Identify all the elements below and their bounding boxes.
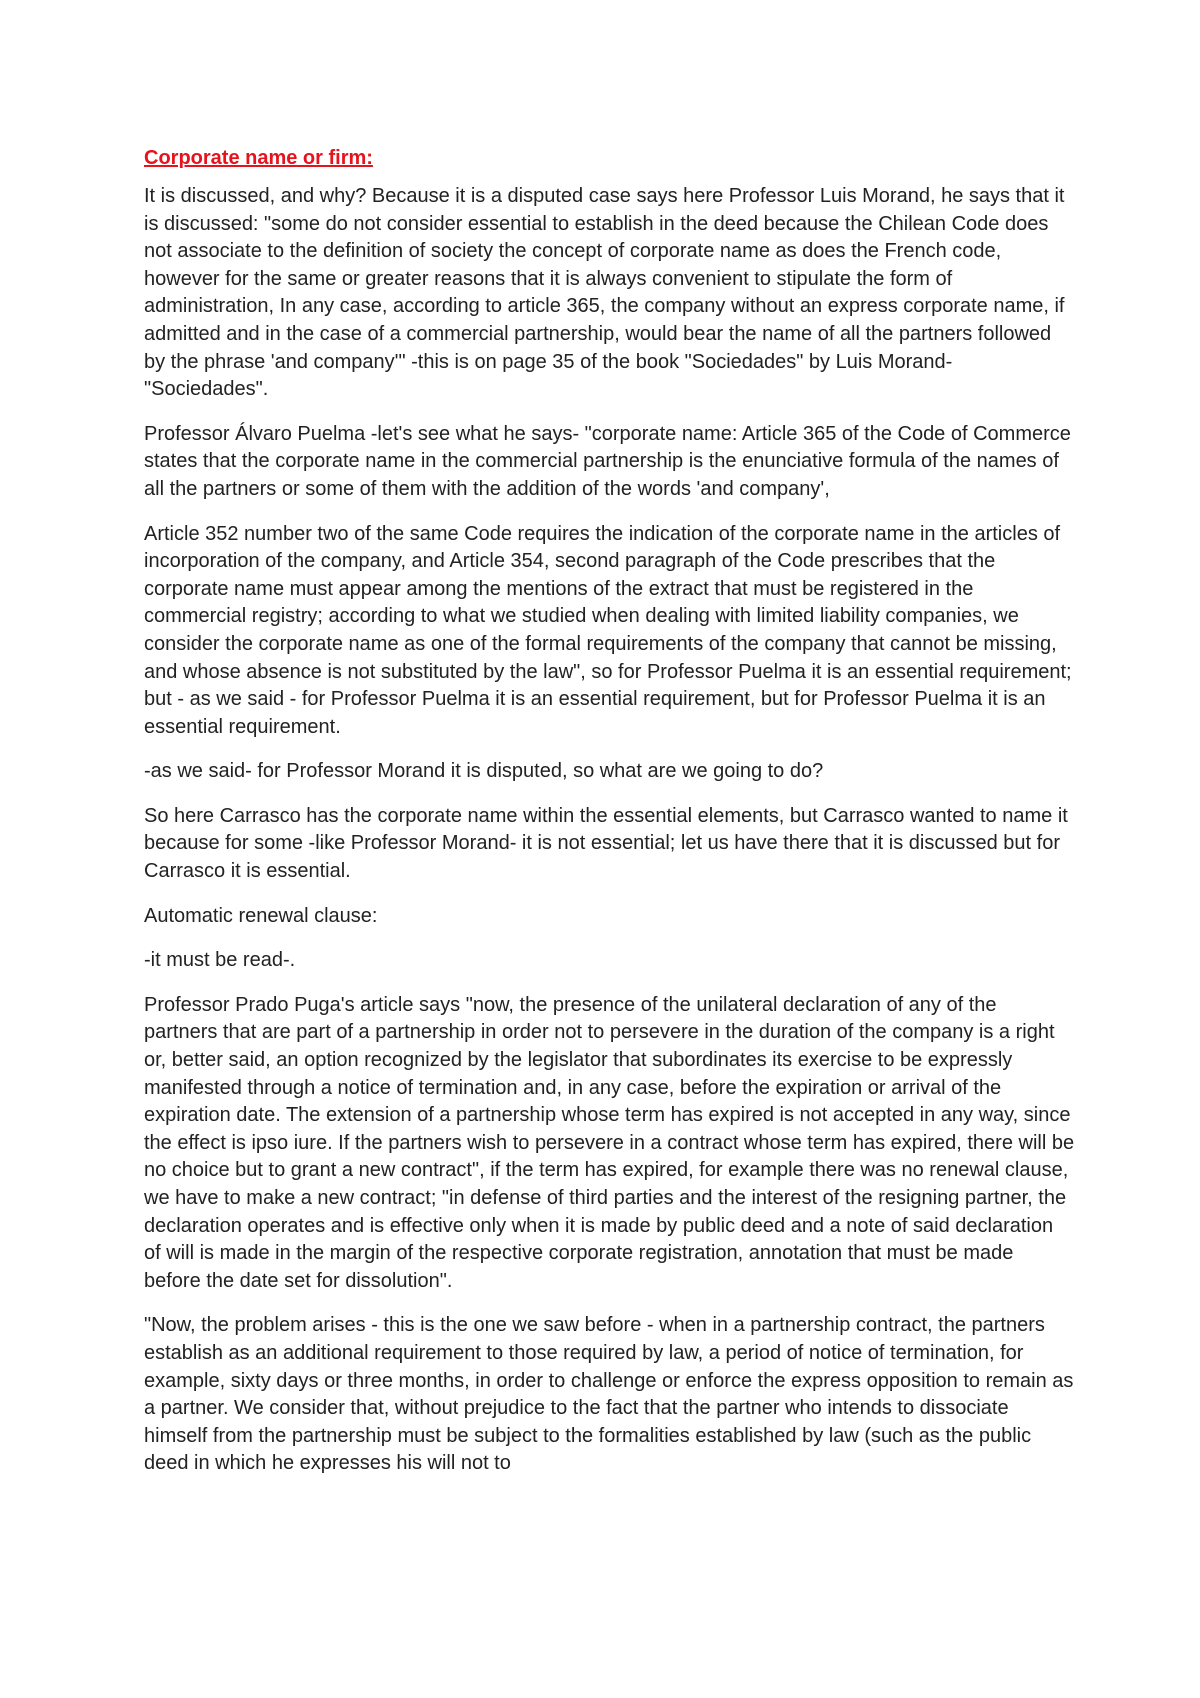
paragraph-4: -as we said- for Professor Morand it is disputed, so what are we going to do? [144,760,824,783]
paragraph-9: "Now, the problem arises - this is the one we saw before - when in a partnership contract, the partners establish as an additional requirement to those required by law, a period of notice of termination, for example, sixty days or three months, in order to challenge or enforce the express opposition to remain as a partner. We consider that, without prejudice to the fact that the partner who intends to dissociate himself from the partnership must be subject to the formalities established by law (such as the public deed in which he expresses his will not to [144,1314,1074,1475]
paragraph-3: Article 352 number two of the same Code requires the indication of the corporate name in the articles of incorporation of the company, and Article 354, second paragraph of the Code prescribes that the corporate name must appear among the mentions of the extract that must be registered in the commercial registry; according to what we studied when dealing with limited liability companies, we consider the corporate name as one of the formal requirements of the company that cannot be missing, and whose absence is not substituted by the law", so for Professor Puelma it is an essential requirement; but - as we said - for Professor Puelma it is an essential requirement, but for Professor Puelma it is an essential requirement. [144,522,1072,738]
paragraph-6: Automatic renewal clause: [144,904,378,927]
paragraph-5: So here Carrasco has the corporate name within the essential elements, but Carrasco wanted to name it because for some -like Professor Morand- it is not essential; let us have there that it is discussed but for Carrasco it is essential. [144,804,1068,883]
paragraph-1: It is discussed, and why? Because it is a disputed case says here Professor Luis Morand, he says that it is discussed: "some do not consider essential to establish in the deed because the Chilean Code does not associate to the definition of society the concept of corporate name as does the French code, however for the same or greater reasons that it is always convenient to stipulate the form of administration, In any case, according to article 365, the company without an express corporate name, if admitted and in the case of a commercial partnership, would bear the name of all the partners followed by the phrase 'and company'" -this is on page 35 of the book "Sociedades" by Luis Morand- "Sociedades". [144,185,1065,401]
paragraph-2: Professor Álvaro Puelma -let's see what he says- "corporate name: Article 365 of the Code of Commerce states that the corporate name in the commercial partnership is the enunciative formula of the names of all the partners or some of them with the addition of the words 'and company', [144,422,1071,500]
section-heading: Corporate name or firm: [144,147,373,169]
paragraph-8: Professor Prado Puga's article says "now, the presence of the unilateral declaration of any of the partners that are part of a partnership in order not to persevere in the duration of the company is a right or, better said, an option recognized by the legislator that subordinates its exercise to be expressly manifested through a notice of termination and, in any case, before the expiration or arrival of the expiration date. The extension of a partnership whose term has expired is not accepted in any way, since the effect is ipso iure. If the partners wish to persevere in a contract whose term has expired, there will be no choice but to grant a new contract", if the term has expired, for example there was no renewal clause, we have to make a new contract; "in defense of third parties and the interest of the resigning partner, the declaration operates and is effective only when it is made by public deed and a note of said declaration of will is made in the margin of the respective corporate registration, annotation that must be made before the date set for dissolution". [144,993,1075,1292]
paragraph-7: -it must be read-. [144,949,296,972]
